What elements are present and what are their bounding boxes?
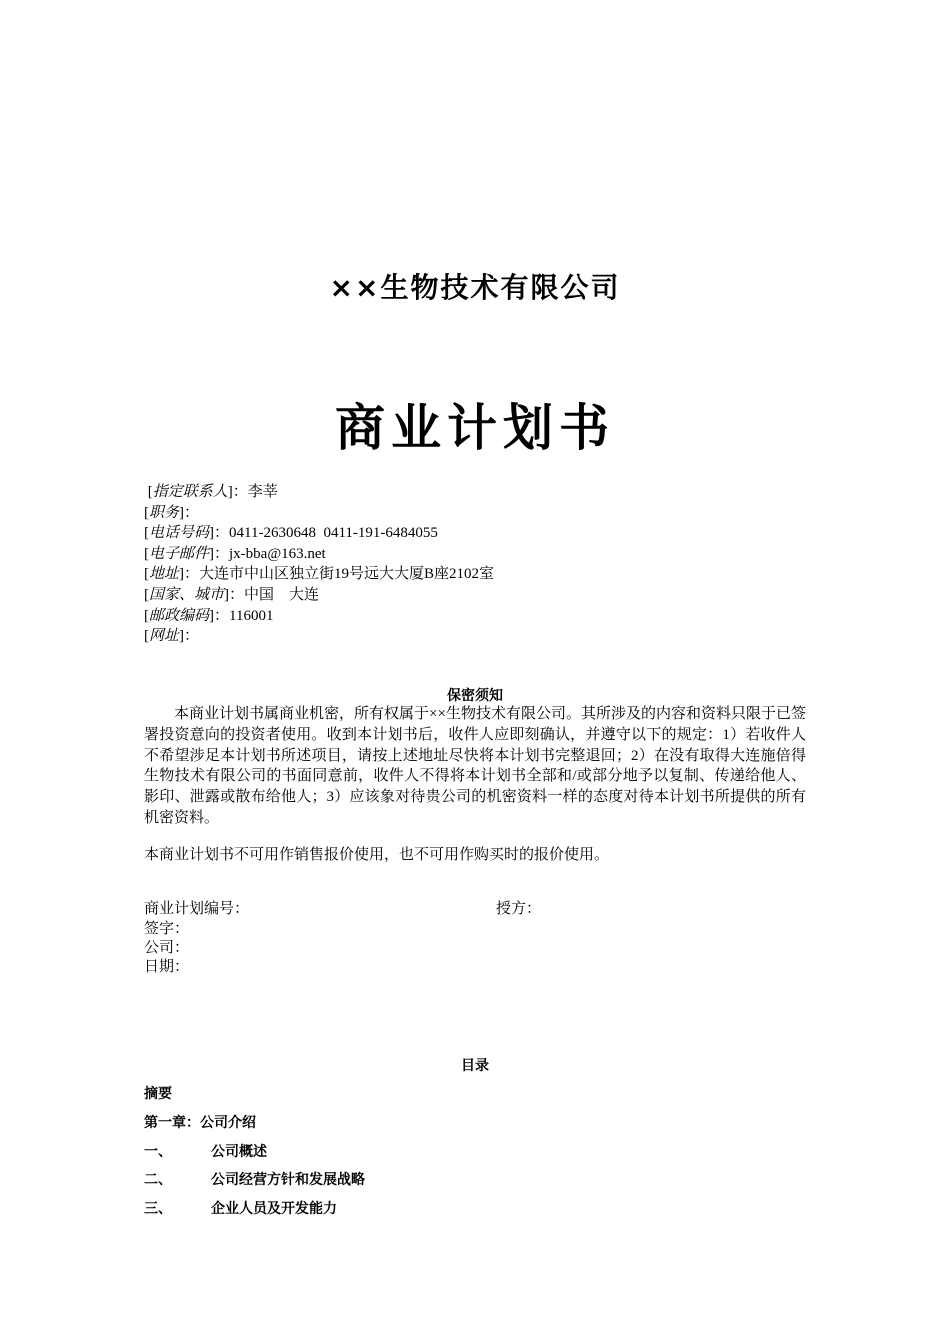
confidentiality-title: 保密须知 (447, 688, 503, 704)
sign-label: 签字： (144, 921, 190, 937)
toc-item-number: 一、 (144, 1144, 172, 1160)
confidentiality-note: 本商业计划书不可用作销售报价使用，也不可用作购买时的报价使用。 (144, 847, 610, 863)
contact-block (144, 482, 494, 647)
contact-label: 地址 (149, 566, 180, 583)
toc-item[interactable] (144, 1083, 172, 1103)
toc-item-label: 公司概述 (211, 1144, 267, 1160)
contact-row-postal-code: [邮政编码]：116001 (144, 607, 274, 624)
contact-value: 大连市中山区独立街19号远大大厦B座2102室 (199, 566, 495, 583)
contact-label: 国家、城市 (149, 586, 225, 603)
toc-item-label: 企业人员及开发能力 (211, 1201, 337, 1217)
contact-label: 电子邮件 (149, 545, 210, 562)
company-label: 公司： (144, 940, 190, 956)
document-title: 商业计划书 (335, 399, 615, 457)
contact-label: 电话号码 (149, 525, 210, 542)
contact-label: 职务 (149, 504, 180, 521)
toc-item[interactable] (144, 1141, 267, 1161)
contact-row-phone: [电话号码]：0411-2630648 0411-191-6484055 (144, 525, 438, 542)
confidentiality-paragraph: 本商业计划书属商业机密，所有权属于××生物技术有限公司。其所涉及的内容和资料只限于已签署投资意向的投资者使用。收到本计划书后，收件人应即刻确认，并遵守以下的规定：1）若收件人不希望涉足本计划书所述项目，请按上述地址尽快将本计划书完整退回；2）在没有取得大连施倍得生物技术有限公司的书面同意前，收件人不得将本计划书全部和/或部分地予以复制、传递给他人、影印、泄露或散布给他人；3）应该象对待贵公司的机密资料一样的态度对待本计划书所提供的所有机密资料。 (144, 706, 806, 826)
grantee-label: 授方： (496, 901, 542, 917)
contact-label: 指定联系人 (152, 484, 228, 500)
toc-item[interactable] (144, 1169, 365, 1189)
contact-row-email: [电子邮件]：jx-bba@163.net (144, 545, 326, 562)
contact-value: 116001 (229, 607, 274, 624)
contact-value: 李莘 (247, 484, 278, 500)
contact-row-address: [地址]：大连市中山区独立街19号远大大厦B座2102室 (144, 566, 495, 583)
toc-item-label: 第一章：公司介绍 (144, 1115, 256, 1131)
contact-value: jx-bba@163.net (229, 545, 326, 562)
contact-value: 中国 大连 (244, 586, 320, 603)
contact-label: 网址 (149, 628, 180, 645)
contact-row-website: [网址]： (144, 628, 200, 645)
toc-item-number: 二、 (144, 1172, 172, 1188)
contact-label: 邮政编码 (149, 607, 210, 624)
date-label: 日期： (144, 959, 190, 975)
contact-row-position: [职务]： (144, 504, 200, 521)
toc-item[interactable] (144, 1112, 256, 1132)
toc-item-number: 三、 (144, 1201, 172, 1217)
toc-item[interactable] (144, 1198, 337, 1218)
toc-item-label: 公司经营方针和发展战略 (211, 1172, 365, 1188)
contact-row-contact-person: [指定联系人]：李莘 (144, 484, 278, 500)
company-name: ××生物技术有限公司 (329, 271, 621, 304)
contact-value: 0411-2630648 0411-191-6484055 (229, 525, 438, 542)
toc-title: 目录 (461, 1058, 489, 1074)
contact-row-country-city: [国家、城市]：中国 大连 (144, 586, 320, 603)
toc-item-label: 摘要 (144, 1086, 172, 1102)
plan-number-label: 商业计划编号： (144, 901, 250, 917)
